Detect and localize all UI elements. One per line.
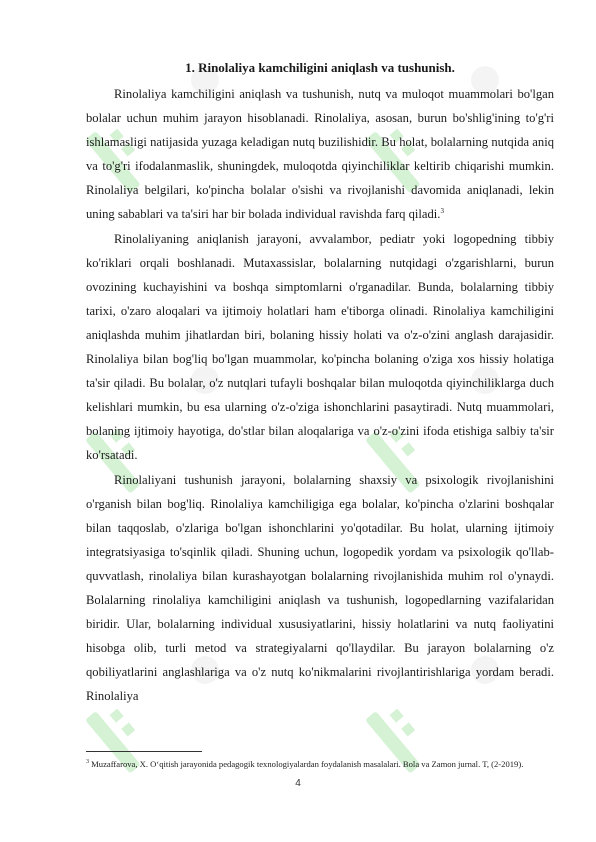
- footnote-separator: [86, 751, 202, 752]
- paragraph-3: Rinolaliyani tushunish jarayoni, bolalarning shaxsiy va psixologik rivojlanishini o'rganish bilan bog'liq. Rinolaliya kamchiligiga ega bolalar, ko'pincha o'zlarini boshqalar bilan taqqoslab, o'zlariga bo'lgan ishonchlarini yo'qotadilar. Bu holat, ularning ijtimoiy integratsiyasiga to'sqinlik qiladi. Shuning uchun, logopedik yordam va psixologik qo'llab-quvvatlash, rinolaliya bilan kurashayotgan bolalarning rivojlanishida muhim rol o'ynaydi. Bolalarning rinolaliya kamchiligini aniqlash va tushunish, logopedlarning vazifalaridan biridir. Ular, bolalarning individual xususiyatlarini, hissiy holatlarini va nutq faoliyatini hisobga olib, turli metod va strategiyalarni qo'llaydilar. Bu jarayon bolalarning o'z qobiliyatlarini anglashlariga va o'z nutq ko'nikmalarini rivojlantirishlariga yordam beradi. Rinolaliya: [86, 472, 554, 704]
- footnote-text: Muzaffarova, X. O‘qitish jarayonida pedagogik texnologiyalardan foydalanish masalalari. Bola va Zamon jurnal. T, (2-2019).: [91, 758, 524, 769]
- paragraph-2: Rinolaliyaning aniqlanish jarayoni, avvalambor, pediatr yoki logopedning tibbiy ko'riklari orqali boshlanadi. Mutaxassislar, bolalarning nutqidagi o'zgarishlarni, burun ovozining kuchayishini va boshqa simptomlarni o'rganadilar. Bunda, bolalarning tibbiy tarixi, o'zaro aloqalari va ijtimoiy holatlari ham e'tiborga olinadi. Rinolaliya kamchiligini aniqlashda muhim jihatlardan biri, bolaning hissiy holati va o'z-o'zini anglash darajasidir. Rinolaliya bilan bog'liq bo'lgan muammolar, ko'pincha bolaning o'ziga xos hissiy holatiga ta'sir qiladi. Bu bolalar, o'z nutqlari tufayli boshqalar bilan muloqotda qiyinchiliklarga duch kelishlari mumkin, bu esa ularning o'z-o'ziga ishonchlarini pasaytiradi. Nutq muammolari, bolaning ijtimoiy hayotiga, do'stlar bilan aloqalariga va o'z-o'zini ifoda etishiga salbiy ta'sir ko'rsatadi.: [86, 231, 554, 463]
- footnote-marker: 3: [86, 759, 89, 765]
- document-body: [86, 58, 554, 708]
- paragraph-1: [86, 82, 554, 227]
- paragraph-1-text: Rinolaliya kamchiligini aniqlash va tushunish, nutq va muloqot muammolari bo'lgan bolalar uchun muhim jarayon hisoblanadi. Rinolaliya, asosan, burun bo'shlig'ining to'g'ri ishlamasligi natijasida yuzaga keladigan nutq buzilishidir. Bu holat, bolalarning nutqida aniq va to'g'ri ifodalanmaslik, shuningdek, muloqotda qiyinchiliklar keltirib chiqarishi mumkin. Rinolaliya belgilari, ko'pincha bolalar o'sishi va rivojlanishi davomida aniqlanadi, lekin uning sabablari va ta'siri har bir bolada individual ravishda farq qiladi.: [86, 87, 554, 222]
- page-number: 4: [295, 778, 301, 789]
- footnote-reference: 3: [440, 207, 444, 216]
- section-heading: 1. Rinolaliya kamchiligini aniqlash va tushunish.: [185, 60, 455, 75]
- footnote: [86, 756, 554, 770]
